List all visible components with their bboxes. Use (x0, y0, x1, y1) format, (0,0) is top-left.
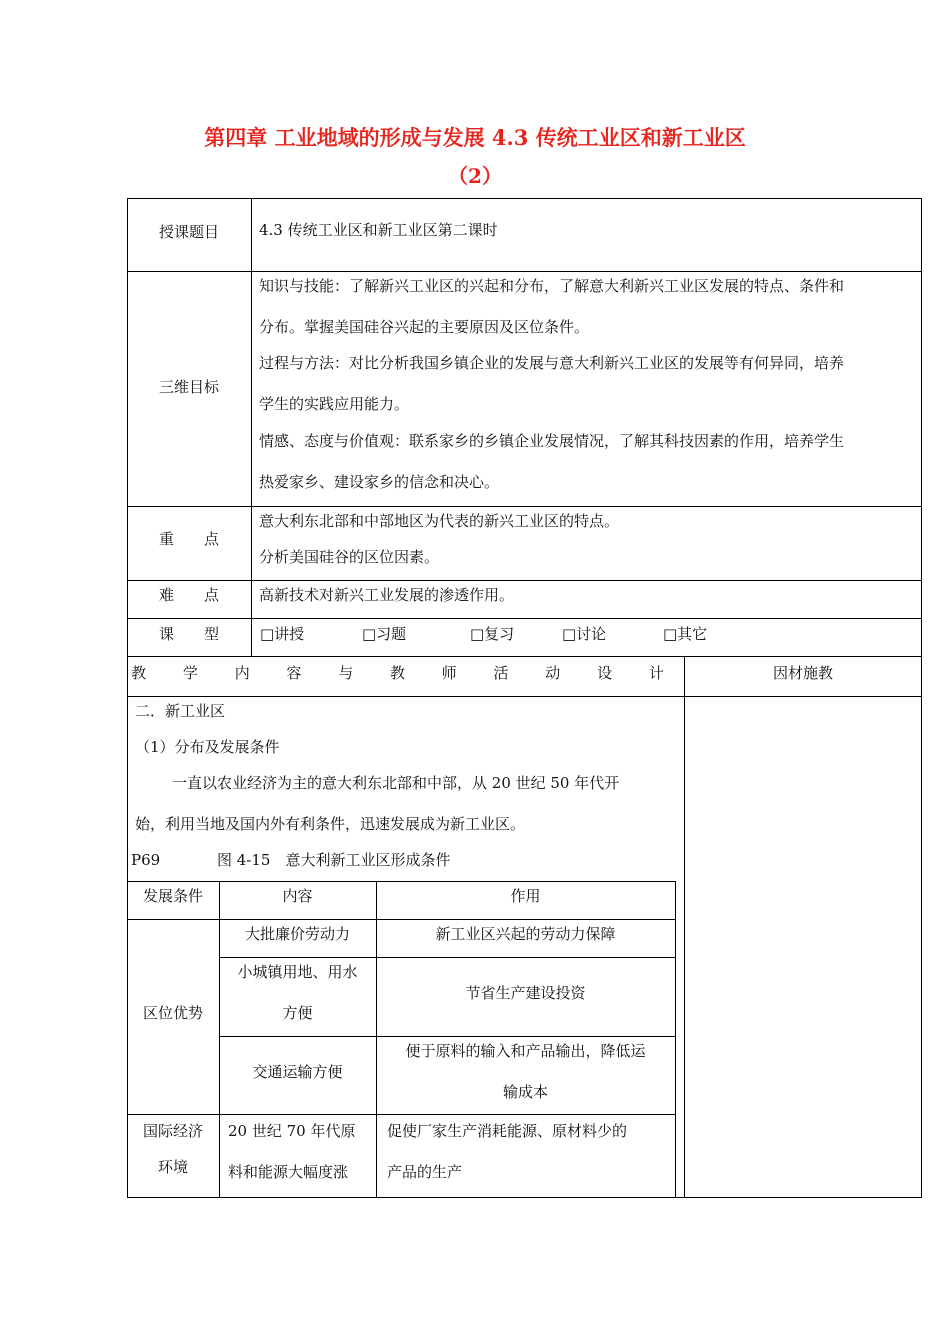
paragraph-line: 始，利用当地及国内外有利条件，迅速发展成为新工业区。 (135, 815, 526, 833)
table-cell: 小城镇用地、用水 (237, 963, 358, 981)
section-heading: 二．新工业区 (135, 702, 226, 720)
page-title: 第四章 工业地域的形成与发展 4.3 传统工业区和新工业区 (204, 125, 746, 150)
differentiated-teaching-header: 因材施教 (772, 664, 833, 682)
table-cell: 交通运输方便 (252, 1063, 343, 1081)
difficult-point: 高新技术对新兴工业发展的渗透作用。 (259, 586, 515, 604)
table-cell: 输成本 (502, 1083, 548, 1101)
table-cell: 方便 (282, 1004, 313, 1022)
key-point: 分析美国硅谷的区位因素。 (259, 548, 440, 566)
inner-header-condition: 发展条件 (142, 887, 203, 905)
figure-caption: 图 4-15 意大利新工业区形成条件 (217, 851, 451, 869)
lesson-type-checkbox-other[interactable]: □其它 (663, 625, 708, 643)
topic-label: 授课题目 (158, 223, 219, 241)
design-header: 教 学 内 容 与 教 师 活 动 设 计 (131, 664, 680, 682)
goals-label: 三维目标 (158, 378, 219, 396)
subsection-heading: （1）分布及发展条件 (135, 738, 280, 756)
table-cell: 促使厂家生产消耗能源、原材料少的 (387, 1122, 628, 1140)
row-divider (127, 580, 922, 581)
figure-page-ref: P69 (131, 851, 161, 869)
lesson-type-checkbox-discussion[interactable]: □讨论 (562, 625, 607, 643)
table-cell: 便于原料的输入和产品输出，降低运 (405, 1042, 646, 1060)
column-divider (684, 656, 685, 1198)
inner-table-divider (219, 957, 675, 958)
row-divider (127, 271, 922, 272)
goals-line: 学生的实践应用能力。 (259, 395, 410, 413)
page-subtitle: （2） (448, 164, 502, 188)
difficult-points-label: 难 点 (158, 586, 219, 604)
row-divider (127, 506, 922, 507)
row-divider (127, 656, 922, 657)
group-location-advantage: 区位优势 (142, 1004, 203, 1022)
lesson-type-checkbox-lecture[interactable]: □讲授 (260, 625, 305, 643)
table-cell: 新工业区兴起的劳动力保障 (435, 925, 616, 943)
goals-line: 知识与技能：了解新兴工业区的兴起和分布，了解意大利新兴工业区发展的特点、条件和 (259, 277, 845, 295)
table-cell: 大批廉价劳动力 (244, 925, 350, 943)
lesson-type-checkbox-exercise[interactable]: □习题 (362, 625, 407, 643)
goals-line: 热爱家乡、建设家乡的信念和决心。 (259, 473, 500, 491)
row-divider (127, 696, 922, 697)
paragraph-line: 一直以农业经济为主的意大利东北部和中部，从 20 世纪 50 年代开 (172, 774, 620, 792)
table-cell: 节省生产建设投资 (465, 984, 586, 1002)
topic-value: 4.3 传统工业区和新工业区第二课时 (259, 221, 498, 239)
row-divider (127, 618, 922, 619)
column-divider (251, 198, 252, 656)
lesson-type-checkbox-review[interactable]: □复习 (470, 625, 515, 643)
goals-line: 分布。掌握美国硅谷兴起的主要原因及区位条件。 (259, 318, 590, 336)
inner-table-divider (219, 1036, 675, 1037)
inner-table-divider (127, 919, 675, 920)
inner-table-border (127, 881, 675, 882)
inner-table-border (675, 881, 676, 1198)
key-point: 意大利东北部和中部地区为代表的新兴工业区的特点。 (259, 512, 620, 530)
goals-line: 过程与方法：对比分析我国乡镇企业的发展与意大利新兴工业区的发展等有何异同，培养 (259, 354, 845, 372)
inner-header-effect: 作用 (510, 887, 541, 905)
inner-table-divider (127, 1114, 675, 1115)
table-cell: 产品的生产 (387, 1163, 463, 1181)
lesson-type-label: 课 型 (158, 625, 219, 643)
group-international-economy: 国际经济 (142, 1122, 203, 1140)
group-international-economy: 环境 (157, 1158, 188, 1176)
table-cell: 20 世纪 70 年代原 (228, 1122, 356, 1140)
inner-header-content: 内容 (282, 887, 313, 905)
table-cell: 料和能源大幅度涨 (228, 1163, 349, 1181)
key-points-label: 重 点 (158, 530, 219, 548)
goals-line: 情感、态度与价值观：联系家乡的乡镇企业发展情况，了解其科技因素的作用，培养学生 (259, 432, 845, 450)
